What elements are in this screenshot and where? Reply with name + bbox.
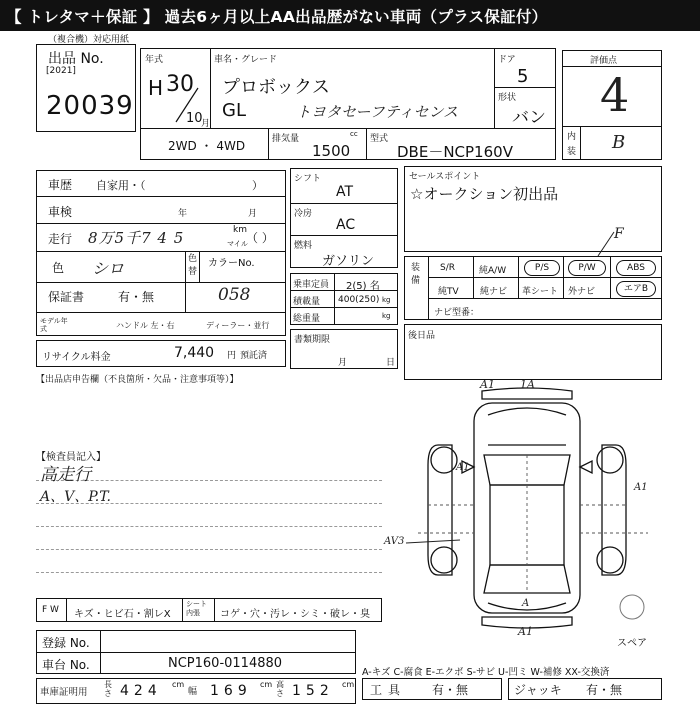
recycle-deposit: 預託済 — [240, 351, 268, 361]
load-label: 積載量 — [293, 297, 321, 307]
capacity-label: 乗車定員 — [293, 280, 330, 290]
load-unit: kg — [382, 296, 391, 304]
aircon-label: 冷房 — [294, 209, 313, 219]
capacity-value: 2(5) 名 — [346, 281, 380, 292]
displacement-label: 排気量 — [272, 134, 300, 144]
shape-value: バン — [512, 108, 546, 128]
warranty-value: 有・無 — [118, 290, 155, 304]
equip-r1-0: S/R — [440, 263, 455, 273]
chassis-label: 車台 No. — [42, 658, 90, 672]
reg-deadline-day: 日 — [386, 358, 396, 368]
year-value: 30 — [166, 72, 194, 97]
type-label: 型式 — [370, 134, 389, 144]
shift-value: AT — [336, 184, 354, 200]
doors-value: 5 — [517, 66, 529, 87]
year-label: 年式 — [145, 55, 164, 65]
model-grade: GL — [222, 100, 246, 121]
recycle-unit: 円 — [227, 351, 237, 361]
reg-deadline-month: 月 — [338, 358, 348, 368]
warranty-label: 保証書 — [48, 290, 85, 304]
color-no-label: カラーNo. — [208, 258, 255, 269]
load-value: 400(250) — [338, 295, 380, 305]
width-value: 169 — [210, 683, 252, 699]
sales-point-handwritten: F — [614, 226, 624, 242]
interior-label-2: 装 — [567, 147, 577, 157]
equip-r2-4: エアB — [616, 281, 656, 297]
equip-r1-2: P/S — [524, 260, 560, 276]
reg-no-label: 登録 No. — [42, 636, 90, 650]
width-unit: cm — [260, 680, 273, 689]
sales-point-text: ☆オークション初出品 — [410, 185, 559, 203]
history-close: ） — [252, 179, 263, 192]
model-style-handle: ハンドル 左・右 — [116, 321, 175, 330]
shift-label: シフト — [294, 174, 322, 184]
interior-grade: B — [612, 132, 626, 153]
length-unit: cm — [172, 680, 185, 689]
jack-label: ジャッキ — [514, 683, 562, 697]
equipment-label: 装備 — [411, 263, 421, 286]
recycle-label: リサイクル料金 — [42, 352, 111, 363]
sales-point-label: セールスポイント — [409, 172, 481, 182]
mark-a1-top2: 1A — [520, 378, 535, 391]
mark-av3-arrow — [404, 536, 464, 550]
seat-label: シート内張 — [186, 600, 207, 617]
height-value: 152 — [292, 683, 334, 699]
aircon-value: AC — [336, 217, 356, 233]
mileage-label: 走行 — [48, 232, 73, 246]
exhibitor-note-label: 【出品店申告欄（不良箇所・欠品・注意事項等）】 — [36, 375, 239, 385]
inspector-line-2: A、V、P.T. — [40, 489, 111, 505]
equip-r1-1: 純A/W — [479, 266, 507, 276]
jack-value: 有・無 — [586, 683, 623, 697]
year-month-unit: 月 — [201, 119, 211, 129]
length-value: 424 — [120, 683, 162, 699]
evaluation-label: 評価点 — [590, 56, 618, 66]
car-diagram — [418, 385, 648, 630]
model-name: プロボックス — [222, 77, 330, 98]
model-label: 車名・グレード — [214, 55, 278, 65]
glass-label: F W — [42, 605, 59, 615]
mileage-unit-mile: マイル — [227, 240, 248, 248]
tools-value: 有・無 — [432, 683, 469, 697]
banner-text: 【 トレタマ＋保証 】 過去6ヶ月以上AA出品歴がない車両（プラス保証付） — [6, 8, 548, 26]
year-era: H — [148, 76, 164, 100]
equip-r1-3: P/W — [568, 260, 606, 276]
gross-label: 総重量 — [293, 314, 321, 324]
fuel-value: ガソリン — [322, 254, 375, 269]
evaluation-score: 4 — [600, 68, 630, 122]
color-change-label: 色替 — [188, 254, 198, 277]
equip-r2-2: 革シート — [522, 287, 559, 297]
color-no: 058 — [218, 285, 251, 305]
damage-legend: A-キズ C-腐食 E-エクボ S-サビ U-凹ミ W-補修 XX-交換済 — [362, 667, 610, 678]
color-handwritten: シロ — [92, 259, 125, 278]
model-style-label: モデル年式 — [40, 317, 68, 333]
height-unit: cm — [342, 680, 355, 689]
chassis-value: NCP160-0114880 — [168, 656, 283, 671]
lot-label: 出品 No. — [48, 51, 104, 67]
equip-r1-4: ABS — [616, 260, 656, 276]
seat-text: コゲ・穴・汚レ・シミ・破レ・臭 — [220, 609, 370, 620]
inspection-label: 車検 — [48, 205, 73, 219]
spare-label: スペア — [617, 638, 647, 649]
mark-a1-top: A1 — [480, 378, 495, 391]
inspection-year: 年 — [178, 209, 188, 219]
fuel-label: 燃料 — [294, 241, 313, 251]
year-month: 10 — [186, 111, 203, 126]
after-date-box — [404, 324, 662, 380]
doors-label: ドア — [498, 55, 516, 65]
mark-a1-bottom: A1 — [518, 625, 533, 638]
glass-text: キズ・ヒビ石・割レX — [74, 609, 171, 620]
shape-label: 形状 — [498, 93, 517, 103]
drive-label: 2WD ・ 4WD — [168, 139, 246, 153]
interior-label-1: 内 — [567, 132, 577, 142]
model-handwritten: トヨタセーフティセンス — [296, 103, 459, 121]
inspector-label: 【検査員記入】 — [36, 452, 106, 463]
mileage-unit-km: km — [233, 225, 247, 235]
color-label: 色 — [52, 261, 65, 275]
mark-a-right: A1 — [634, 482, 648, 493]
history-label: 車歴 — [48, 178, 73, 192]
after-date-label: 後日品 — [408, 331, 436, 341]
equip-r2-3: 外ナビ — [568, 287, 596, 297]
inspector-line-1: 高走行 — [40, 465, 91, 485]
subnote: （複合機）対応用紙 — [48, 35, 130, 45]
lot-number: 20039 — [46, 91, 134, 121]
mark-a-roof: A1 — [456, 462, 470, 473]
mark-av3: AV3 — [384, 536, 405, 547]
inspection-month: 月 — [248, 209, 258, 219]
height-label: 高さ — [276, 680, 284, 698]
equip-r2-1: 純ナビ — [480, 287, 508, 297]
mileage-paren: （ ） — [246, 231, 274, 245]
dimensions-label: 車庫証明用 — [40, 687, 88, 698]
type-value: DBE－NCP160V — [397, 143, 513, 161]
width-label: 幅 — [188, 687, 198, 697]
displacement-unit: cc — [350, 130, 358, 138]
lot-year-stamp: [2021] — [46, 66, 76, 76]
length-label: 長さ — [104, 680, 112, 698]
gross-unit: kg — [382, 312, 391, 320]
equip-r2-0: 純TV — [438, 287, 459, 297]
model-style-dealer: ディーラー・並行 — [206, 321, 270, 330]
tools-label: 工具 — [370, 683, 407, 697]
displacement-value: 1500 — [312, 142, 351, 160]
recycle-value: 7,440 — [174, 345, 215, 361]
reg-deadline-label: 書類期限 — [294, 335, 331, 345]
history-value: 自家用・（ — [96, 179, 146, 192]
mark-a-center: A — [522, 598, 530, 609]
mileage-handwritten: 8万5千7 4 5 — [88, 229, 185, 247]
equip-navi-label: ナビ型番： — [434, 308, 480, 318]
